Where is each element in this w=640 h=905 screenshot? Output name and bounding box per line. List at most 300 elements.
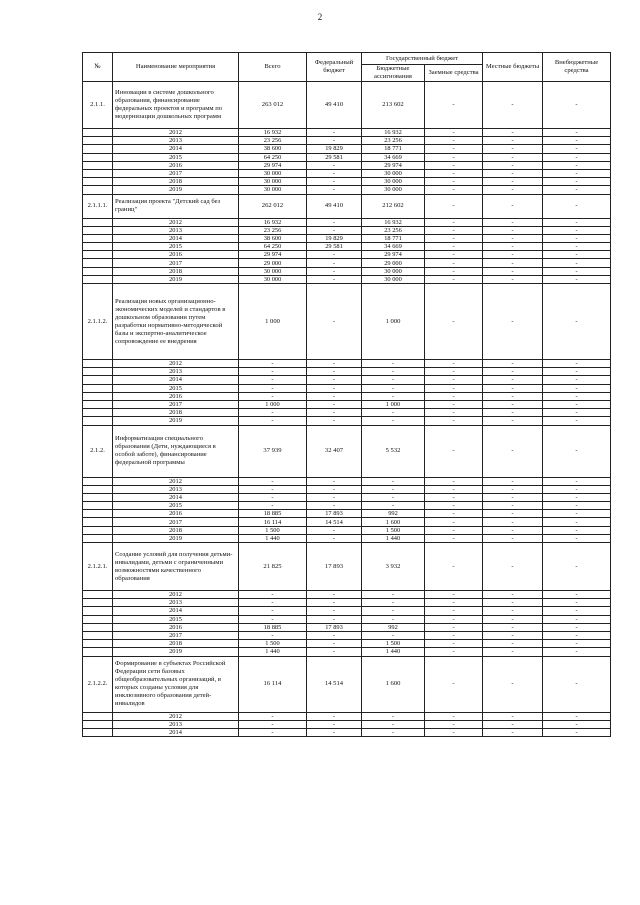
section-extra-cell: - (543, 194, 611, 218)
year-value-cell: 30 000 (239, 169, 307, 177)
year-value-cell: - (239, 712, 307, 720)
year-value-cell: - (307, 648, 362, 656)
year-value-cell: - (483, 368, 543, 376)
year-value-cell: 30 000 (362, 267, 425, 275)
year-value-cell: 16 114 (239, 518, 307, 526)
year-value-cell: - (483, 376, 543, 384)
section-budget-cell: 212 602 (362, 194, 425, 218)
year-value-cell: - (425, 392, 483, 400)
year-value-cell: - (362, 384, 425, 392)
year-value-cell: - (307, 485, 362, 493)
year-value-cell: 30 000 (239, 275, 307, 283)
section-total-cell: 16 114 (239, 656, 307, 712)
year-value-cell: - (239, 493, 307, 501)
year-value-cell: 29 000 (239, 259, 307, 267)
year-value-cell: - (425, 384, 483, 392)
year-num-cell (83, 218, 113, 226)
year-value-cell: - (362, 599, 425, 607)
year-value-cell: 29 974 (362, 251, 425, 259)
section-local-cell: - (483, 284, 543, 360)
year-value-cell: - (239, 615, 307, 623)
year-value-cell: - (543, 591, 611, 599)
year-value-cell: 1 440 (239, 534, 307, 542)
section-row (83, 425, 611, 477)
year-label-cell: 2017 (113, 169, 239, 177)
year-value-cell: - (543, 409, 611, 417)
year-value-cell: - (307, 417, 362, 425)
year-value-cell: 1 500 (239, 640, 307, 648)
year-value-cell: - (483, 615, 543, 623)
year-label-cell: 2017 (113, 400, 239, 408)
section-total-cell: 1 000 (239, 284, 307, 360)
year-value-cell: - (307, 360, 362, 368)
year-value-cell: - (483, 493, 543, 501)
year-value-cell: - (425, 186, 483, 194)
year-value-cell: 23 256 (362, 226, 425, 234)
year-row (83, 417, 611, 425)
year-row (83, 234, 611, 242)
section-extra-cell: - (543, 543, 611, 591)
year-value-cell: - (307, 376, 362, 384)
header-name: Наименование мероприятия (113, 53, 239, 82)
year-value-cell: - (425, 526, 483, 534)
year-value-cell: 18 771 (362, 145, 425, 153)
section-local-cell: - (483, 656, 543, 712)
year-label-cell: 2013 (113, 368, 239, 376)
year-value-cell: - (307, 129, 362, 137)
section-total-cell: 262 012 (239, 194, 307, 218)
year-row (83, 518, 611, 526)
section-total-cell: 37 939 (239, 425, 307, 477)
year-value-cell: - (483, 400, 543, 408)
year-label-cell: 2016 (113, 510, 239, 518)
year-value-cell: - (425, 161, 483, 169)
year-value-cell: - (483, 720, 543, 728)
year-value-cell: - (483, 234, 543, 242)
header-extra: Внебюджетные средства (543, 53, 611, 82)
year-value-cell: - (307, 392, 362, 400)
section-budget-cell: 213 602 (362, 82, 425, 129)
year-row (83, 275, 611, 283)
year-value-cell: - (307, 615, 362, 623)
year-row (83, 145, 611, 153)
year-value-cell: 992 (362, 623, 425, 631)
year-value-cell: - (483, 275, 543, 283)
year-label-cell: 2012 (113, 360, 239, 368)
year-value-cell: - (425, 728, 483, 736)
year-num-cell (83, 169, 113, 177)
section-loan-cell: - (425, 656, 483, 712)
year-value-cell: - (543, 728, 611, 736)
year-value-cell: - (543, 251, 611, 259)
year-num-cell (83, 376, 113, 384)
year-label-cell: 2015 (113, 243, 239, 251)
year-value-cell: 23 256 (362, 137, 425, 145)
year-label-cell: 2016 (113, 392, 239, 400)
year-value-cell: 18 885 (239, 510, 307, 518)
year-row (83, 169, 611, 177)
year-value-cell: 1 000 (362, 400, 425, 408)
year-value-cell: - (425, 631, 483, 639)
year-label-cell: 2013 (113, 720, 239, 728)
year-value-cell: - (543, 518, 611, 526)
header-state: Государственный бюджет (362, 53, 483, 65)
year-value-cell: - (425, 591, 483, 599)
header-state-budget: Бюджетные ассигнования (362, 65, 425, 82)
year-value-cell: 1 440 (239, 648, 307, 656)
year-label-cell: 2015 (113, 153, 239, 161)
year-value-cell: - (425, 510, 483, 518)
year-num-cell (83, 251, 113, 259)
year-label-cell: 2018 (113, 409, 239, 417)
year-num-cell (83, 648, 113, 656)
year-value-cell: 34 669 (362, 153, 425, 161)
year-num-cell (83, 384, 113, 392)
year-num-cell (83, 728, 113, 736)
year-value-cell: - (239, 728, 307, 736)
year-value-cell: 16 932 (362, 218, 425, 226)
year-value-cell: 23 256 (239, 137, 307, 145)
year-value-cell: - (425, 485, 483, 493)
header-state-loan: Заемные средства (425, 65, 483, 82)
year-label-cell: 2013 (113, 226, 239, 234)
year-value-cell: 64 250 (239, 243, 307, 251)
year-value-cell: - (307, 226, 362, 234)
year-value-cell: 16 932 (239, 129, 307, 137)
year-value-cell: - (425, 648, 483, 656)
year-value-cell: 30 000 (239, 267, 307, 275)
year-value-cell: - (239, 485, 307, 493)
year-value-cell: - (425, 623, 483, 631)
year-num-cell (83, 392, 113, 400)
year-value-cell: 1 000 (239, 400, 307, 408)
section-row (83, 543, 611, 591)
year-value-cell: 38 600 (239, 234, 307, 242)
section-num-cell: 2.1.1.2. (83, 284, 113, 360)
year-value-cell: - (362, 392, 425, 400)
year-row (83, 502, 611, 510)
year-label-cell: 2013 (113, 137, 239, 145)
section-name-cell: Реализация новых организационно-экономических моделей и стандартов в дошкольном образовании путем разработки нормативно-методической базы и экспертно-аналитическое сопровождение ее внедрения (113, 284, 239, 360)
year-value-cell: - (483, 648, 543, 656)
year-value-cell: - (543, 631, 611, 639)
year-value-cell: 30 000 (362, 275, 425, 283)
section-local-cell: - (483, 82, 543, 129)
header-total: Всего (239, 53, 307, 82)
year-value-cell: - (543, 392, 611, 400)
year-value-cell: - (362, 493, 425, 501)
year-row (83, 137, 611, 145)
year-value-cell: - (543, 169, 611, 177)
year-value-cell: - (307, 493, 362, 501)
year-value-cell: - (362, 712, 425, 720)
section-federal-cell: 14 514 (307, 656, 362, 712)
year-num-cell (83, 137, 113, 145)
year-num-cell (83, 615, 113, 623)
year-label-cell: 2018 (113, 526, 239, 534)
year-row (83, 243, 611, 251)
year-value-cell: - (483, 161, 543, 169)
year-value-cell: - (543, 360, 611, 368)
year-value-cell: - (543, 218, 611, 226)
year-value-cell: - (425, 218, 483, 226)
year-num-cell (83, 599, 113, 607)
year-value-cell: - (543, 259, 611, 267)
year-value-cell: - (362, 502, 425, 510)
section-total-cell: 263 012 (239, 82, 307, 129)
year-value-cell: - (307, 526, 362, 534)
year-value-cell: - (483, 607, 543, 615)
year-value-cell: - (483, 145, 543, 153)
year-value-cell: 23 256 (239, 226, 307, 234)
year-value-cell: - (425, 169, 483, 177)
year-num-cell (83, 510, 113, 518)
year-num-cell (83, 368, 113, 376)
year-value-cell: - (425, 178, 483, 186)
year-row (83, 360, 611, 368)
year-value-cell: - (425, 259, 483, 267)
year-value-cell: - (483, 526, 543, 534)
year-label-cell: 2014 (113, 376, 239, 384)
year-value-cell: - (307, 409, 362, 417)
year-value-cell: 19 829 (307, 234, 362, 242)
year-num-cell (83, 526, 113, 534)
year-value-cell: - (239, 607, 307, 615)
year-value-cell: - (425, 251, 483, 259)
year-row (83, 640, 611, 648)
year-value-cell: - (543, 485, 611, 493)
year-row (83, 712, 611, 720)
year-label-cell: 2018 (113, 640, 239, 648)
year-value-cell: - (307, 169, 362, 177)
year-value-cell: - (425, 129, 483, 137)
year-value-cell: - (543, 376, 611, 384)
year-value-cell: - (239, 502, 307, 510)
section-budget-cell: 3 932 (362, 543, 425, 591)
year-value-cell: - (543, 599, 611, 607)
year-value-cell: - (483, 534, 543, 542)
year-row (83, 623, 611, 631)
section-federal-cell: 32 407 (307, 425, 362, 477)
section-loan-cell: - (425, 82, 483, 129)
year-label-cell: 2019 (113, 417, 239, 425)
year-value-cell: - (239, 417, 307, 425)
year-value-cell: - (543, 161, 611, 169)
section-budget-cell: 5 532 (362, 425, 425, 477)
year-value-cell: - (543, 712, 611, 720)
year-value-cell: - (425, 599, 483, 607)
year-label-cell: 2012 (113, 591, 239, 599)
year-value-cell: - (483, 599, 543, 607)
table-body (83, 82, 611, 737)
year-value-cell: - (543, 615, 611, 623)
year-value-cell: - (425, 477, 483, 485)
year-value-cell: - (362, 720, 425, 728)
year-value-cell: - (543, 534, 611, 542)
year-row (83, 648, 611, 656)
year-value-cell: 30 000 (362, 169, 425, 177)
year-value-cell: - (362, 368, 425, 376)
year-value-cell: - (425, 712, 483, 720)
year-value-cell: - (425, 153, 483, 161)
year-num-cell (83, 493, 113, 501)
year-value-cell: - (425, 502, 483, 510)
year-value-cell: 18 885 (239, 623, 307, 631)
year-value-cell: - (543, 243, 611, 251)
year-label-cell: 2018 (113, 267, 239, 275)
year-label-cell: 2016 (113, 251, 239, 259)
year-value-cell: - (425, 493, 483, 501)
year-value-cell: - (307, 728, 362, 736)
year-label-cell: 2012 (113, 712, 239, 720)
year-value-cell: - (543, 640, 611, 648)
year-value-cell: - (307, 384, 362, 392)
year-num-cell (83, 153, 113, 161)
year-value-cell: - (483, 169, 543, 177)
year-row (83, 178, 611, 186)
year-value-cell: - (425, 615, 483, 623)
year-label-cell: 2013 (113, 485, 239, 493)
year-value-cell: - (239, 477, 307, 485)
year-value-cell: - (543, 502, 611, 510)
year-value-cell: 17 893 (307, 623, 362, 631)
year-num-cell (83, 226, 113, 234)
year-num-cell (83, 712, 113, 720)
year-value-cell: - (483, 477, 543, 485)
year-value-cell: - (239, 384, 307, 392)
page-number: 2 (317, 12, 323, 22)
table-header (83, 53, 611, 82)
year-label-cell: 2012 (113, 477, 239, 485)
year-value-cell: - (425, 145, 483, 153)
budget-table (82, 52, 611, 737)
year-value-cell: - (307, 186, 362, 194)
year-num-cell (83, 275, 113, 283)
section-federal-cell: 49 410 (307, 82, 362, 129)
section-total-cell: 21 825 (239, 543, 307, 591)
year-value-cell: - (307, 218, 362, 226)
section-federal-cell: 49 410 (307, 194, 362, 218)
year-value-cell: - (239, 376, 307, 384)
section-loan-cell: - (425, 194, 483, 218)
year-row (83, 384, 611, 392)
year-value-cell: - (307, 161, 362, 169)
section-num-cell: 2.1.1. (83, 82, 113, 129)
year-value-cell: - (543, 648, 611, 656)
year-row (83, 631, 611, 639)
year-value-cell: - (307, 534, 362, 542)
year-value-cell: - (483, 631, 543, 639)
section-row (83, 82, 611, 129)
year-value-cell: - (362, 409, 425, 417)
year-value-cell: - (543, 368, 611, 376)
year-value-cell: 18 771 (362, 234, 425, 242)
year-row (83, 186, 611, 194)
year-row (83, 400, 611, 408)
year-value-cell: - (362, 615, 425, 623)
section-name-cell: Информатизация специального образования (Дети, нуждающиеся в особой заботе), финансирование федеральной программы (113, 425, 239, 477)
year-label-cell: 2014 (113, 145, 239, 153)
year-row (83, 720, 611, 728)
year-value-cell: - (543, 153, 611, 161)
year-value-cell: - (362, 591, 425, 599)
year-row (83, 153, 611, 161)
section-local-cell: - (483, 194, 543, 218)
year-label-cell: 2018 (113, 178, 239, 186)
year-label-cell: 2016 (113, 161, 239, 169)
section-row (83, 656, 611, 712)
year-value-cell: - (307, 477, 362, 485)
year-value-cell: - (239, 720, 307, 728)
year-value-cell: - (483, 485, 543, 493)
year-value-cell: - (307, 178, 362, 186)
year-value-cell: 30 000 (362, 178, 425, 186)
year-value-cell: 16 932 (239, 218, 307, 226)
year-value-cell: - (307, 599, 362, 607)
year-row (83, 218, 611, 226)
year-value-cell: - (307, 259, 362, 267)
year-num-cell (83, 640, 113, 648)
year-value-cell: 1 500 (362, 640, 425, 648)
year-row (83, 477, 611, 485)
year-row (83, 599, 611, 607)
year-label-cell: 2019 (113, 275, 239, 283)
year-value-cell: - (239, 360, 307, 368)
year-row (83, 526, 611, 534)
year-value-cell: - (543, 607, 611, 615)
year-value-cell: - (543, 186, 611, 194)
year-num-cell (83, 502, 113, 510)
year-value-cell: - (425, 275, 483, 283)
section-name-cell: Формирование в субъектах Российской Федерации сети базовых общеобразовательных организаций, в которых созданы условия для инклюзивного образования детей-инвалидов (113, 656, 239, 712)
year-value-cell: - (543, 510, 611, 518)
year-value-cell: - (543, 400, 611, 408)
year-label-cell: 2015 (113, 502, 239, 510)
year-value-cell: - (425, 243, 483, 251)
section-extra-cell: - (543, 425, 611, 477)
year-label-cell: 2017 (113, 518, 239, 526)
year-label-cell: 2014 (113, 607, 239, 615)
year-num-cell (83, 591, 113, 599)
year-value-cell: 30 000 (239, 178, 307, 186)
year-num-cell (83, 259, 113, 267)
year-value-cell: - (239, 599, 307, 607)
year-value-cell: - (543, 226, 611, 234)
year-value-cell: 19 829 (307, 145, 362, 153)
year-num-cell (83, 607, 113, 615)
year-value-cell: 1 440 (362, 534, 425, 542)
year-value-cell: 992 (362, 510, 425, 518)
year-value-cell: 29 581 (307, 153, 362, 161)
year-num-cell (83, 178, 113, 186)
section-loan-cell: - (425, 543, 483, 591)
year-row (83, 226, 611, 234)
year-value-cell: - (239, 392, 307, 400)
year-num-cell (83, 243, 113, 251)
year-num-cell (83, 409, 113, 417)
year-num-cell (83, 267, 113, 275)
header-federal: Федеральный бюджет (307, 53, 362, 82)
section-name-cell: Создание условий для получения детьми-инвалидами, детьми с ограниченными возможностями качественного образования (113, 543, 239, 591)
year-num-cell (83, 129, 113, 137)
year-value-cell: - (307, 640, 362, 648)
year-value-cell: - (425, 226, 483, 234)
year-row (83, 161, 611, 169)
year-value-cell: 14 514 (307, 518, 362, 526)
year-value-cell: 17 893 (307, 510, 362, 518)
year-value-cell: - (483, 518, 543, 526)
year-num-cell (83, 161, 113, 169)
